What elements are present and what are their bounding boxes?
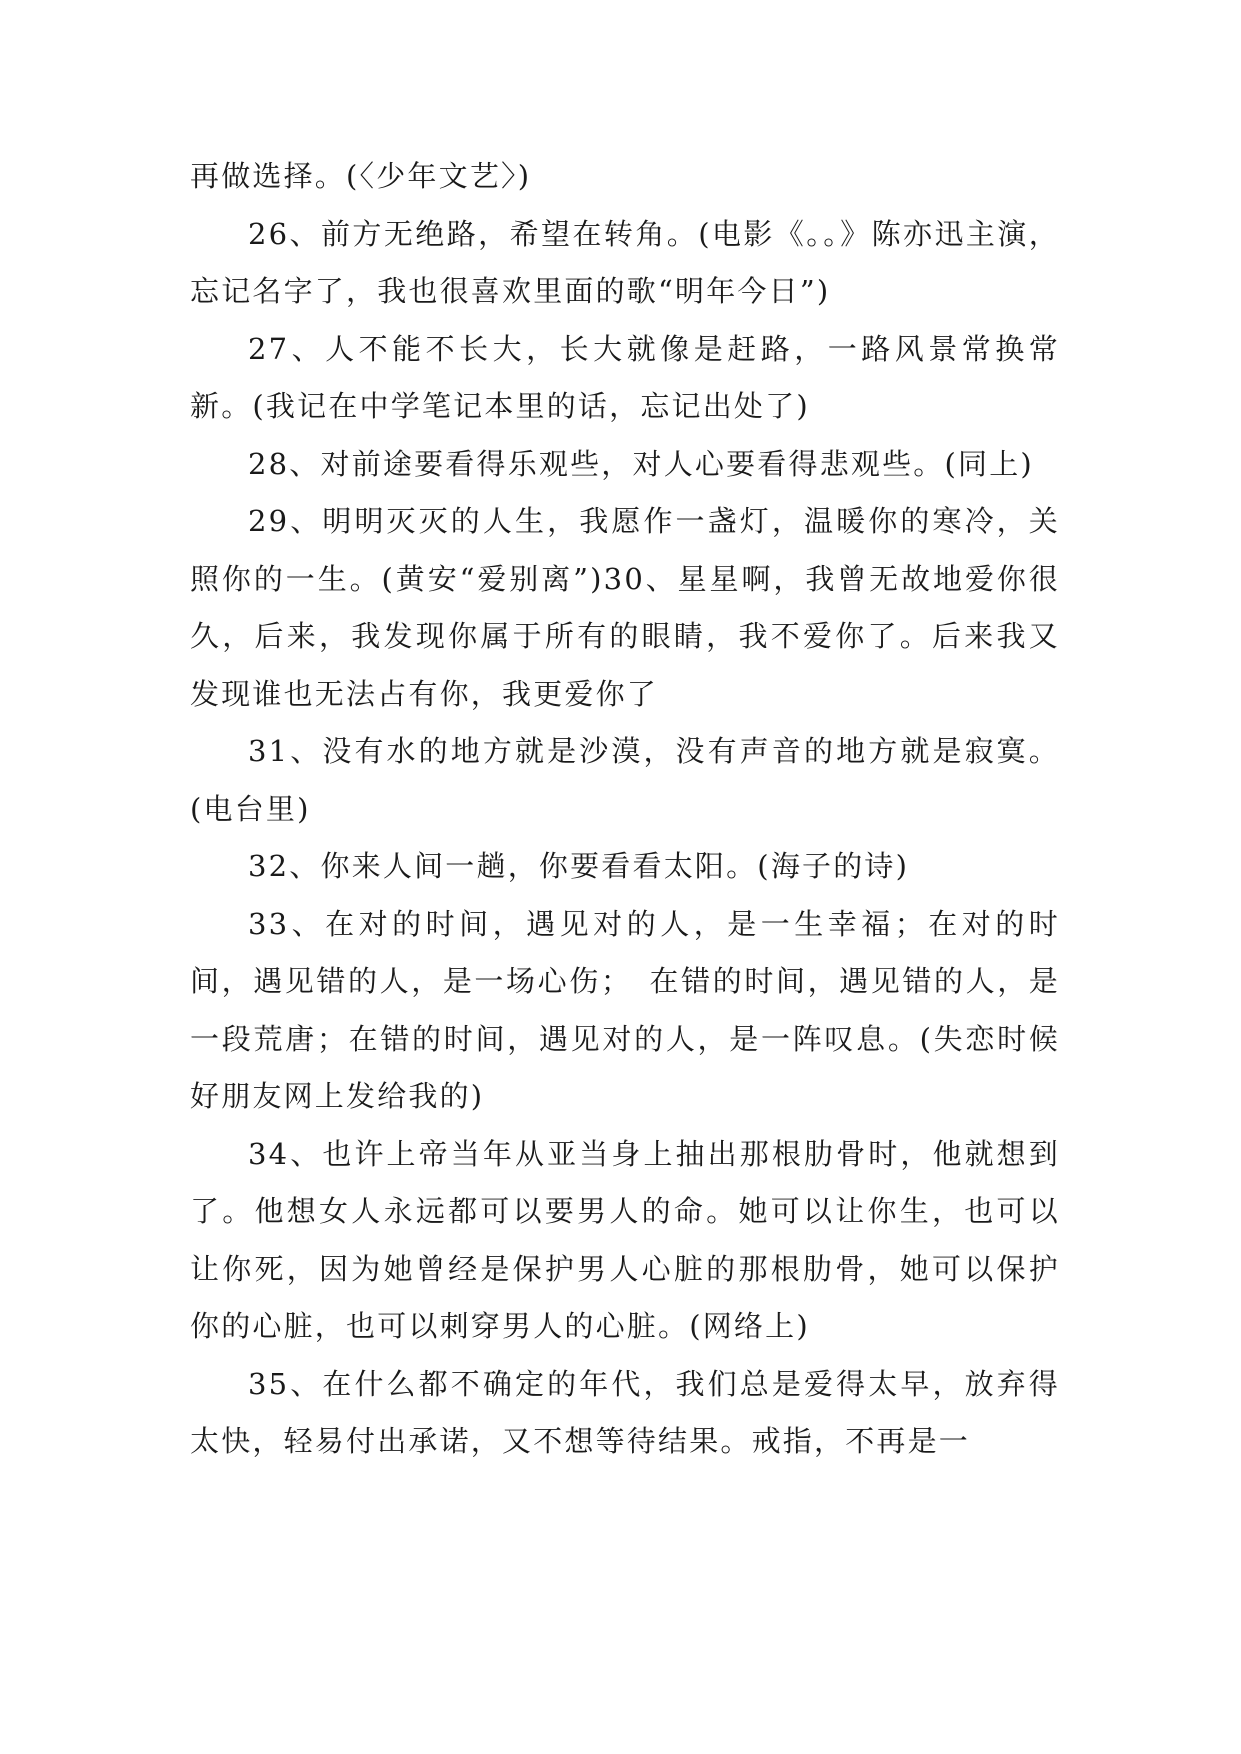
paragraph-continuation: 再做选择。(〈少年文艺〉) [190, 159, 532, 193]
paragraph-28: 28、对前途要看得乐观些，对人心要看得悲观些。(同上) [248, 446, 1034, 481]
paragraph-31: 31、没有水的地方就是沙漠，没有声音的地方就是寂寞。(电台里) [190, 734, 1060, 826]
paragraph-26: 26、前方无绝路，希望在转角。(电影《。。》陈亦迅主演，忘记名字了，我也很喜欢里面的歌“明年今日”) [190, 216, 1060, 308]
paragraph-33: 33、在对的时间，遇见对的人，是一生幸福；在对的时间，遇见错的人，是一场心伤； 在错的时间，遇见错的人，是一段荒唐；在错的时间，遇见对的人，是一阵叹息。(失恋时候好朋友网上发给我的) [190, 906, 1060, 1113]
paragraph-29-30: 29、明明灭灭的人生，我愿作一盏灯，温暖你的寒冷，关照你的一生。(黄安“爱别离”)30、星星啊，我曾无故地爱你很久，后来，我发现你属于所有的眼睛，我不爱你了。后来我又发现谁也无法占有你，我更爱你了 [190, 504, 1060, 711]
document-page [190, 148, 1060, 1471]
paragraph-35: 35、在什么都不确定的年代，我们总是爱得太早，放弃得太快，轻易付出承诺，又不想等待结果。戒指，不再是一 [190, 1366, 1060, 1458]
paragraph-27: 27、人不能不长大，长大就像是赶路，一路风景常换常新。(我记在中学笔记本里的话，忘记出处了) [190, 331, 1060, 423]
paragraph-34: 34、也许上帝当年从亚当身上抽出那根肋骨时，他就想到了。他想女人永远都可以要男人的命。她可以让你生，也可以让你死，因为她曾经是保护男人心脏的那根肋骨，她可以保护你的心脏，也可以刺穿男人的心脏。(网络上) [190, 1136, 1060, 1343]
paragraph-32: 32、你来人间一趟，你要看看太阳。(海子的诗) [248, 849, 910, 883]
